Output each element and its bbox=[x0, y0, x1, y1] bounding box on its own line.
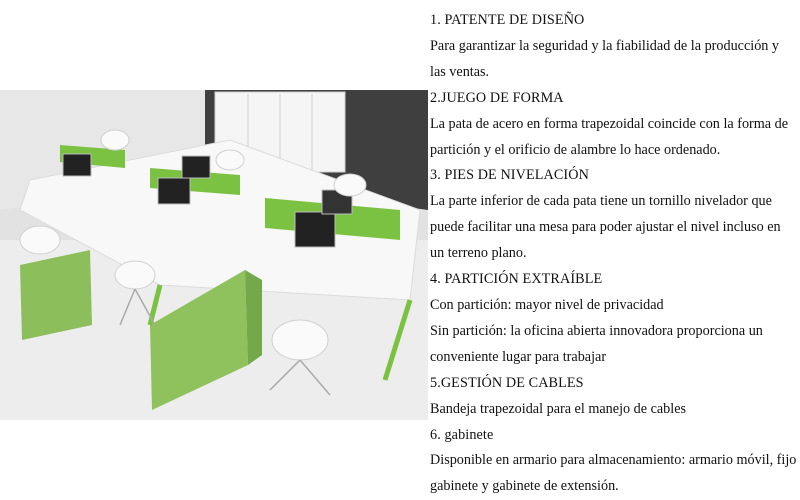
section-text-without-partition: Sin partición: la oficina abierta innovadora proporciona un conveniente lugar para trabajar bbox=[430, 322, 763, 365]
section-title-design-patent: 1. PATENTE DE DISEÑO bbox=[430, 12, 585, 28]
section-title-cable-management: 5.GESTIÓN DE CABLES bbox=[430, 374, 584, 391]
section-title-removable-partition: 4. PARTICIÓN EXTRAÍBLE bbox=[430, 271, 603, 288]
section-text-design-patent: Para garantizar la seguridad y la fiabilidad de la producción y las ventas. bbox=[430, 37, 780, 80]
office-workstation-photo bbox=[0, 90, 428, 420]
section-text-cable-management: Bandeja trapezoidal para el manejo de cables bbox=[430, 400, 687, 417]
section-title-shape-set: 2.JUEGO DE FORMA bbox=[430, 89, 564, 106]
feature-list bbox=[430, 8, 798, 500]
section-text-leveling-feet: La parte inferior de cada pata tiene un tornillo nivelador que puede facilitar una mesa para poder ajustar el nivel incluso en un terreno plano. bbox=[430, 193, 781, 262]
section-text-shape-set: La pata de acero en forma trapezoidal coincide con la forma de partición y el orificio de alambre lo hace ordenado. bbox=[430, 115, 789, 158]
section-title-leveling-feet: 3. PIES DE NIVELACIÓN bbox=[430, 167, 589, 184]
section-text-cabinet: Disponible en armario para almacenamiento: armario móvil, fijo gabinete y gabinete de extensión. bbox=[430, 452, 797, 495]
section-title-cabinet: 6. gabinete bbox=[430, 426, 494, 443]
section-text-with-partition: Con partición: mayor nivel de privacidad bbox=[430, 296, 664, 313]
